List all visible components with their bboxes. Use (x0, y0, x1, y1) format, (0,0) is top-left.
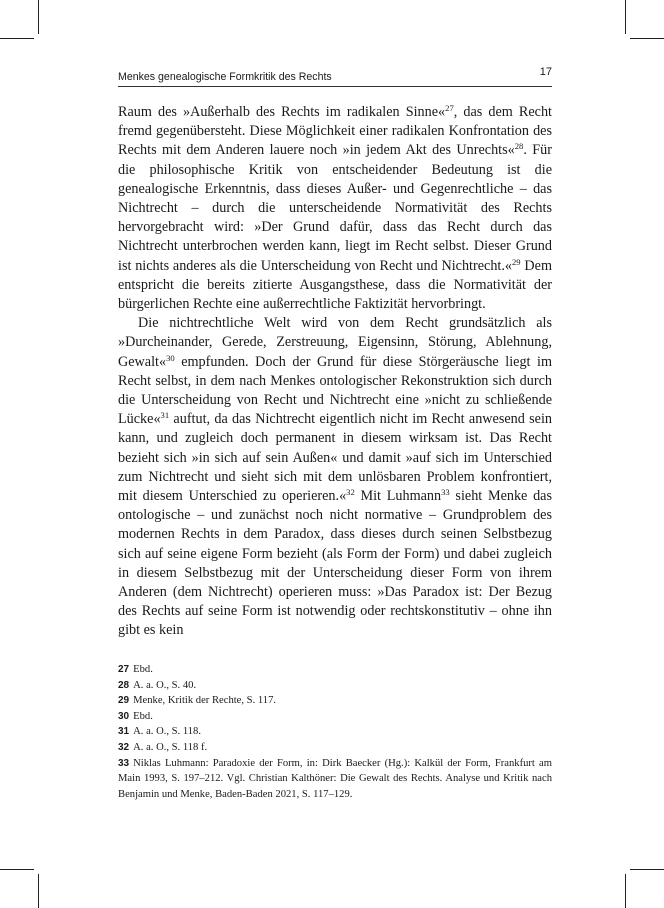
crop-mark (630, 869, 664, 870)
crop-mark (630, 38, 664, 39)
paragraph: Raum des »Außerhalb des Rechts im radikalen Sinne«$^{27}$, das dem Recht fremd gegenübersteht. Diese Möglichkeit einer radikalen Konfrontation des Rechts mit dem Anderen lauere noch »in jedem Akt des Unrechts«$^{28}$. Für die philosophische Kritik von entscheidender Bedeutung ist die genealogische Erkenntnis, dass dieses Außer- und Gegenrechtliche – das Nichtrecht – durch die unterscheidende Normativität des Rechts hervorgebracht wird: »Der Grund dafür, dass das Recht durch das Nichtrecht unterbrochen werden kann, liegt im Recht selbst. Dieser Grund ist nichts anderes als die Unterscheidung von Recht und Nichtrecht.«$^{29}$ Dem entspricht die bereits zitierte Ausgangsthese, dass die Normativität der bürgerlichen Rechte eine außerrechtliche Faktizität hervorbringt. (118, 103, 552, 313)
footnote: 28 A. a. O., S. 40. (118, 679, 197, 691)
footnote-number: 30 (118, 710, 130, 722)
footnote: 33 Niklas Luhmann: Paradoxie der Form, in: Dirk Baecker (Hg.): Kalkül der Form, Frankfurt am Main 1993, S. 197–212. Vgl. Christian Kalthöner: Die Gewalt des Rechts. Analyse und Kritik nach Benjamin und Menke, Baden-Baden 2021, S. 117–129. (118, 757, 552, 800)
footnote-ref[interactable]: 31 (160, 410, 170, 421)
body-text (118, 103, 552, 641)
footnote: 27 Ebd. (118, 664, 153, 675)
page-number: 17 (539, 66, 552, 78)
footnotes (118, 662, 552, 802)
crop-mark (625, 874, 626, 908)
footnote-ref[interactable]: 28 (514, 141, 524, 152)
header-rule (118, 86, 552, 87)
footnote: 32 A. a. O., S. 118 f. (118, 741, 208, 753)
footnote-number: 28 (118, 679, 130, 691)
crop-mark (0, 38, 34, 39)
footnote-number: 32 (118, 741, 130, 753)
crop-mark (625, 0, 626, 34)
crop-mark (38, 874, 39, 908)
footnote: 30 Ebd. (118, 710, 153, 722)
footnote-number: 31 (118, 726, 130, 738)
running-title: Menkes genealogische Formkritik des Rechts (118, 71, 332, 83)
footnote-number: 27 (118, 664, 130, 675)
footnote: 29 Menke, Kritik der Rechte, S. 117. (118, 695, 277, 707)
crop-mark (38, 0, 39, 34)
paragraph: Die nichtrechtliche Welt wird von dem Recht grundsätzlich als »Durcheinander, Gerede, Zerstreuung, Eigensinn, Störung, Ablehnung, Gewalt«$^{30}$ empfunden. Doch der Grund für diese Störgeräusche liegt im Recht selbst, in dem nach Menkes ontologischer Rekonstruktion sich durch die Unterscheidung von Recht und Nichtrecht eine »nicht zu schließende Lücke«$^{31}$ auftut, da das Nichtrecht eigentlich nicht im Recht anwesend sein kann, und zugleich doch permanent in diesem wirksam ist. Das Recht bezieht sich »in sich auf sein Außen« und damit »auf sich im Unterschied zum Nichtrecht und sieht sich mit dem unlösbaren Problem konfrontiert, mit diesem Unterschied zu operieren.«$^{32}$ Mit Luhmann$^{33}$ sieht Menke das ontologische – und zunächst noch nicht normative – Grundproblem des modernen Rechts in dem Paradox, dass dieses durch seinen Selbstbezug sich auf seine eigene Form bezieht (als Form der Form) und dabei zugleich in diesem Selbstbezug mit der Unterscheidung dieser Form von ihrem Anderen (dem Nichtrecht) operieren muss: »Das Paradox ist: Der Bezug des Rechts auf seine Form ist notwendig oder rechtskonstitutiv – ohne ihn gibt es kein (118, 315, 553, 639)
footnote-number: 29 (118, 695, 130, 707)
footnote-ref[interactable]: 29 (512, 256, 521, 267)
footnote-ref[interactable]: 27 (445, 103, 454, 113)
footnote: 31 A. a. O., S. 118. (118, 726, 202, 738)
footnote-ref[interactable]: 33 (441, 487, 450, 498)
footnote-ref[interactable]: 32 (346, 487, 355, 498)
footnote-ref[interactable]: 30 (166, 352, 175, 363)
crop-mark (0, 869, 34, 870)
footnote-number: 33 (118, 757, 130, 769)
